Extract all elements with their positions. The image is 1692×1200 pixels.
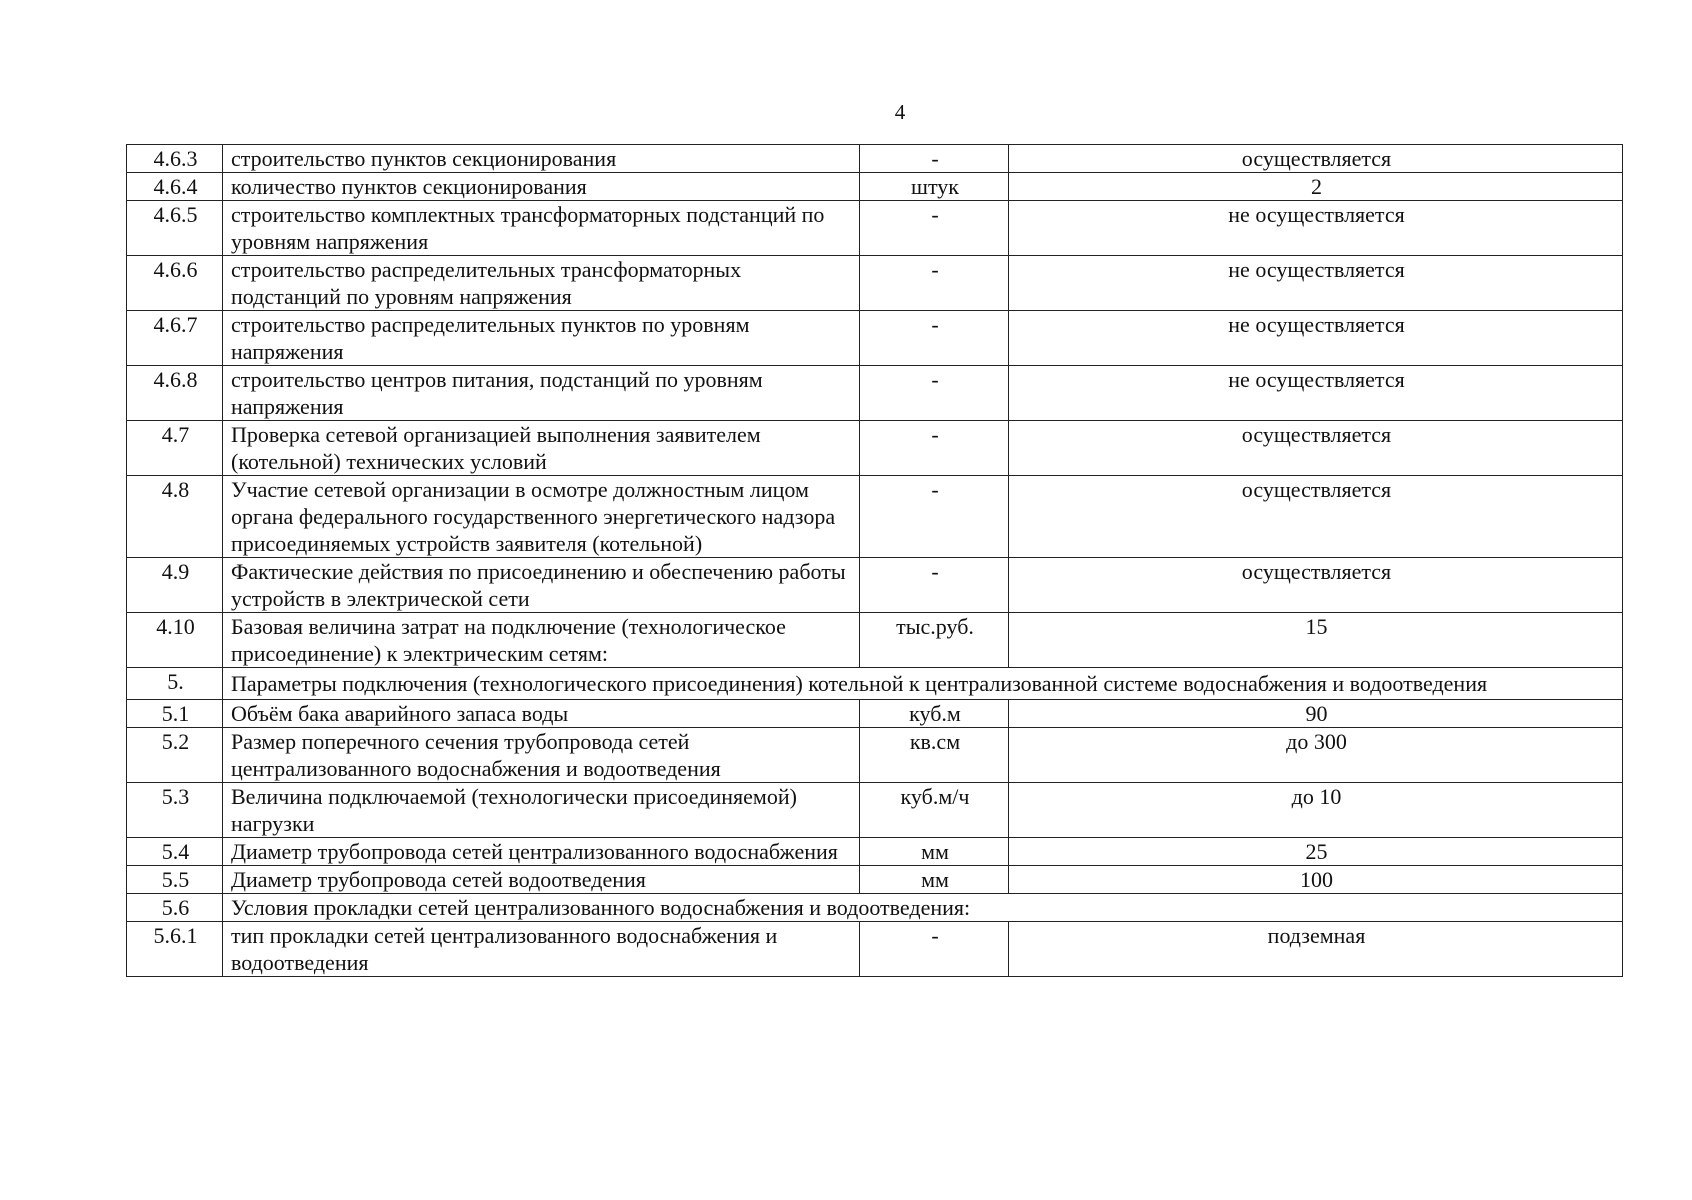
row-unit: штук bbox=[860, 173, 1009, 201]
section-row bbox=[127, 894, 1623, 922]
row-unit: мм bbox=[860, 866, 1009, 894]
row-description: строительство распределительных пунктов по уровням напряжения bbox=[223, 311, 860, 366]
row-description: Проверка сетевой организацией выполнения заявителем (котельной) технических условий bbox=[223, 421, 860, 476]
row-value: не осуществляется bbox=[1009, 311, 1623, 366]
table-row bbox=[127, 366, 1623, 421]
row-unit: - bbox=[860, 366, 1009, 421]
row-number: 4.9 bbox=[127, 558, 223, 613]
row-unit: - bbox=[860, 201, 1009, 256]
row-unit: кв.см bbox=[860, 728, 1009, 783]
row-description: Диаметр трубопровода сетей водоотведения bbox=[223, 866, 860, 894]
row-number: 5.1 bbox=[127, 700, 223, 728]
row-value: осуществляется bbox=[1009, 558, 1623, 613]
row-value: 25 bbox=[1009, 838, 1623, 866]
row-number: 5.2 bbox=[127, 728, 223, 783]
row-unit: куб.м/ч bbox=[860, 783, 1009, 838]
section-title: Параметры подключения (технологического присоединения) котельной к централизованной системе водоснабжения и водоотведения bbox=[223, 668, 1623, 700]
row-value: подземная bbox=[1009, 922, 1623, 977]
table-row bbox=[127, 922, 1623, 977]
table-row bbox=[127, 145, 1623, 173]
row-description: тип прокладки сетей централизованного водоснабжения и водоотведения bbox=[223, 922, 860, 977]
row-unit: - bbox=[860, 922, 1009, 977]
row-unit: мм bbox=[860, 838, 1009, 866]
row-value: осуществляется bbox=[1009, 421, 1623, 476]
table-row bbox=[127, 783, 1623, 838]
row-number: 5.4 bbox=[127, 838, 223, 866]
row-unit: тыс.руб. bbox=[860, 613, 1009, 668]
table-row bbox=[127, 728, 1623, 783]
row-value: до 300 bbox=[1009, 728, 1623, 783]
row-description: Базовая величина затрат на подключение (технологическое присоединение) к электрическим сетям: bbox=[223, 613, 860, 668]
row-unit: - bbox=[860, 421, 1009, 476]
row-value: 2 bbox=[1009, 173, 1623, 201]
row-unit: - bbox=[860, 311, 1009, 366]
row-number: 4.6.8 bbox=[127, 366, 223, 421]
row-description: Величина подключаемой (технологически присоединяемой) нагрузки bbox=[223, 783, 860, 838]
row-description: строительство комплектных трансформаторных подстанций по уровням напряжения bbox=[223, 201, 860, 256]
section-number: 5. bbox=[127, 668, 223, 700]
row-value: до 10 bbox=[1009, 783, 1623, 838]
row-description: строительство центров питания, подстанций по уровням напряжения bbox=[223, 366, 860, 421]
row-description: Участие сетевой организации в осмотре должностным лицом органа федерального государственного энергетического надзора присоединяемых устройств заявителя (котельной) bbox=[223, 476, 860, 558]
row-description: строительство пунктов секционирования bbox=[223, 145, 860, 173]
row-description: Объём бака аварийного запаса воды bbox=[223, 700, 860, 728]
row-number: 5.3 bbox=[127, 783, 223, 838]
table-row bbox=[127, 558, 1623, 613]
table-row bbox=[127, 256, 1623, 311]
row-value: не осуществляется bbox=[1009, 366, 1623, 421]
row-unit: куб.м bbox=[860, 700, 1009, 728]
table-row bbox=[127, 700, 1623, 728]
row-value: осуществляется bbox=[1009, 476, 1623, 558]
row-number: 4.8 bbox=[127, 476, 223, 558]
row-value: 90 bbox=[1009, 700, 1623, 728]
row-value: не осуществляется bbox=[1009, 201, 1623, 256]
section-number: 5.6 bbox=[127, 894, 223, 922]
row-description: Фактические действия по присоединению и обеспечению работы устройств в электрической сети bbox=[223, 558, 860, 613]
row-number: 4.6.5 bbox=[127, 201, 223, 256]
row-description: Диаметр трубопровода сетей централизованного водоснабжения bbox=[223, 838, 860, 866]
table-row bbox=[127, 866, 1623, 894]
row-value: не осуществляется bbox=[1009, 256, 1623, 311]
row-unit: - bbox=[860, 558, 1009, 613]
row-number: 4.7 bbox=[127, 421, 223, 476]
row-value: 100 bbox=[1009, 866, 1623, 894]
row-value: осуществляется bbox=[1009, 145, 1623, 173]
section-row bbox=[127, 668, 1623, 700]
table-row bbox=[127, 476, 1623, 558]
table-row bbox=[127, 838, 1623, 866]
table-row bbox=[127, 173, 1623, 201]
table-row bbox=[127, 201, 1623, 256]
row-number: 4.6.3 bbox=[127, 145, 223, 173]
page-number: 4 bbox=[894, 100, 906, 124]
row-unit: - bbox=[860, 256, 1009, 311]
section-title: Условия прокладки сетей централизованного водоснабжения и водоотведения: bbox=[223, 894, 1623, 922]
row-number: 4.6.4 bbox=[127, 173, 223, 201]
row-description: количество пунктов секционирования bbox=[223, 173, 860, 201]
row-number: 4.6.6 bbox=[127, 256, 223, 311]
row-description: строительство распределительных трансформаторных подстанций по уровням напряжения bbox=[223, 256, 860, 311]
row-number: 4.10 bbox=[127, 613, 223, 668]
table-row bbox=[127, 613, 1623, 668]
row-unit: - bbox=[860, 145, 1009, 173]
row-value: 15 bbox=[1009, 613, 1623, 668]
row-number: 5.6.1 bbox=[127, 922, 223, 977]
row-number: 5.5 bbox=[127, 866, 223, 894]
table-row bbox=[127, 311, 1623, 366]
row-unit: - bbox=[860, 476, 1009, 558]
row-description: Размер поперечного сечения трубопровода сетей централизованного водоснабжения и водоотведения bbox=[223, 728, 860, 783]
table-row bbox=[127, 421, 1623, 476]
row-number: 4.6.7 bbox=[127, 311, 223, 366]
parameters-table bbox=[126, 144, 1623, 977]
